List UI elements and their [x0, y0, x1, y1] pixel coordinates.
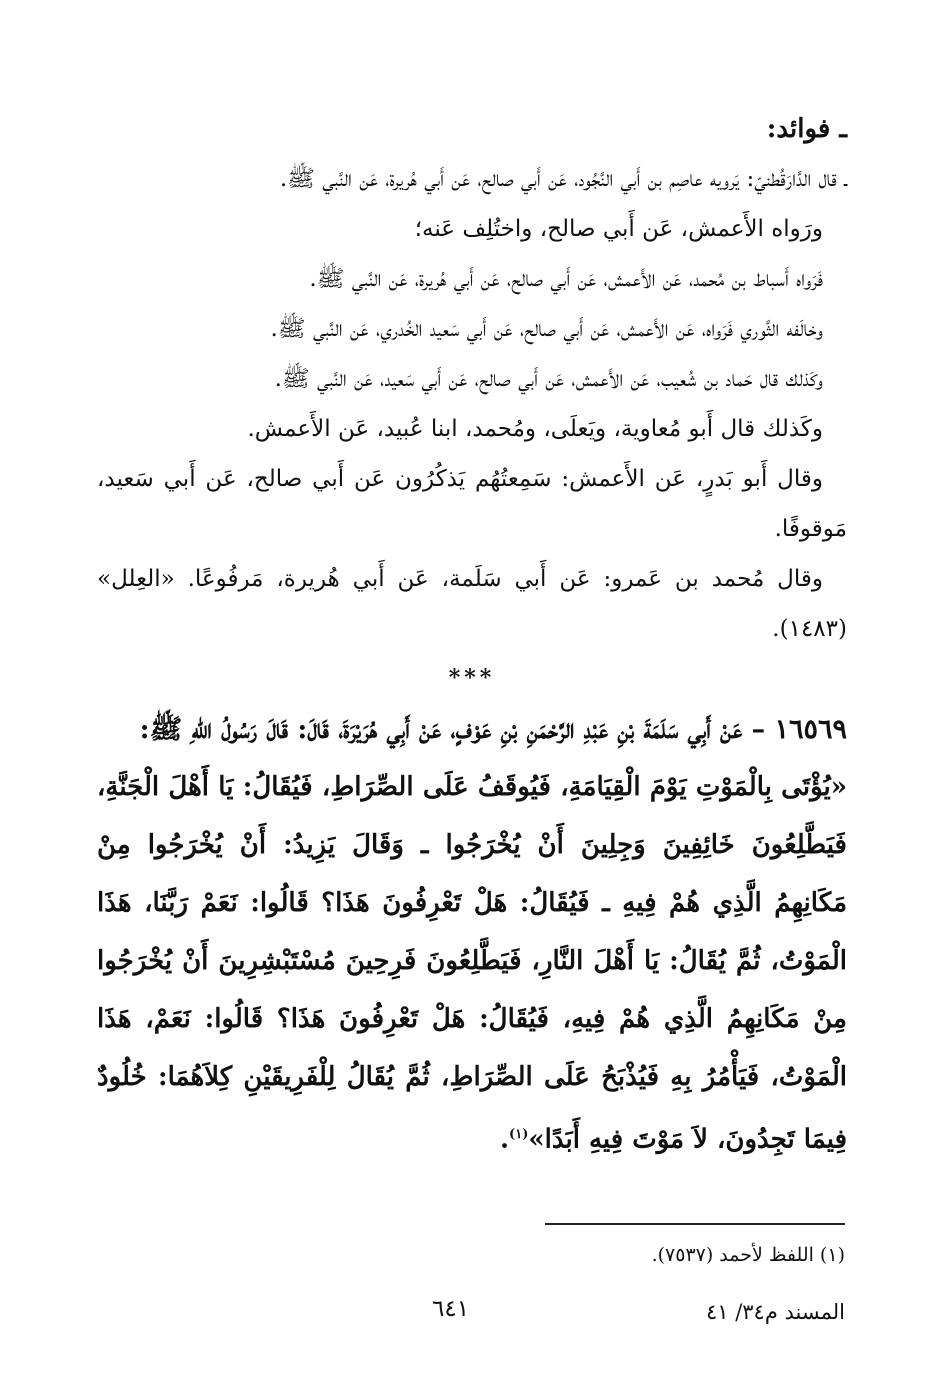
section-heading: ـ فوائد: — [766, 114, 847, 144]
benefit-paragraph-1: ـ قال الدَّارَقُطنيّ: يَرويه عاصِم بن أَبي النَّجُود، عَن أَبي صالح، عَن أَبي هُريرة، عَن النَّبي ﷺ. — [279, 166, 847, 192]
benefit-paragraph-4: وخالَفه الثَّوري فَرَواه، عَن الأَعمش، عَن أَبي صالح، عَن أَبي سَعيد الخُدري، عَن النَّبي ﷺ. — [270, 316, 823, 342]
hadith-body: «يُؤْتَى بِالْمَوْتِ يَوْمَ الْقِيَامَةِ، فَيُوقَفُ عَلَى الصِّرَاطِ، فَيُقَالُ: يَا أَهْلَ الْجَنَّةِ، فَيَطَّلِعُونَ خَائِفِينَ وَجِلِينَ أَنْ يُخْرَجُوا ـ وَقَالَ يَزِيدُ: أَنْ يُخْرَجُوا مِنْ مَكَانِهِمُ الَّذِي هُمْ فِيهِ ـ فَيُقَالُ: هَلْ تَعْرِفُونَ هَذَا؟ قَالُوا: نَعَمْ رَبَّنَا، هَذَا الْمَوْتُ، ثُمَّ يُقَالُ: يَا أَهْلَ النَّارِ، فَيَطَّلِعُونَ فَرِحِينَ مُسْتَبْشِرِينَ أَنْ يُخْرَجُوا مِنْ مَكَانِهِمُ الَّذِي هُمْ فِيهِ، فَيُقَالُ: هَلْ تَعْرِفُونَ هَذَا؟ قَالُوا: نَعَمْ، هَذَا الْمَوْتُ، فَيَأْمُرُ بِهِ فَيُذْبَحُ عَلَى الصِّرَاطِ، ثُمَّ يُقَالُ لِلْفَرِيقَيْنِ كِلاَهُمَا: خُلُودٌ فِيمَا تَجِدُونَ، لاَ مَوْتَ فِيهِ أَبَدًا» — [97, 772, 847, 1155]
page-number: ٦٤١ — [432, 1296, 470, 1322]
main-text — [97, 104, 847, 1169]
hadith-heading: ١٦٥٦٩ – عَنْ أَبِي سَلَمَةَ بْنِ عَبْدِ الرَّحْمَنِ بْنِ عَوْفٍ، عَنْ أَبِي هُرَيْرَةَ، قَالَ: قَالَ رَسُولُ اللهِ ﷺ: — [139, 714, 847, 745]
benefit-paragraph-8: وقال مُحمد بن عَمرو: عَن أَبي سَلَمة، عَن أَبي هُريرة، مَرفُوعًا. «العِلل» (١٤٨٣). — [97, 566, 847, 642]
benefit-paragraph-7: وقال أَبو بَدرٍ، عَن الأَعمش: سَمِعتُهُم يَذكُرُون عَن أَبي صالح، عَن أَبي سَعيد، مَوقوفًا. — [97, 466, 847, 542]
benefit-paragraph-3: فَرَواه أَسباط بن مُحمد، عَن الأَعمش، عَن أَبي صالح، عَن أَبي هُريرة، عَن النَّبي ﷺ. — [309, 266, 823, 292]
benefit-paragraph-5: وكَذلك قال حَماد بن شُعيب، عَن الأَعمش، عَن أَبي صالح، عَن أَبي سَعيد، عَن النَّبي ﷺ. — [274, 366, 823, 392]
footnote-divider — [545, 1223, 845, 1225]
footnote: (١) اللفظ لأحمد (٧٥٣٧). — [651, 1244, 845, 1266]
hadith-text: «يُؤْتَى بِالْمَوْتِ يَوْمَ الْقِيَامَةِ، فَيُوقَفُ عَلَى الصِّرَاطِ، فَيُقَالُ: يَا أَهْلَ الْجَنَّةِ، فَيَطَّلِعُونَ خَائِفِينَ وَجِلِينَ أَنْ يُخْرَجُوا ـ وَقَالَ يَزِيدُ: أَنْ يُخْرَجُوا مِنْ مَكَانِهِمُ الَّذِي هُمْ فِيهِ ـ فَيُقَالُ: هَلْ تَعْرِفُونَ هَذَا؟ قَالُوا: نَعَمْ رَبَّنَا، هَذَا الْمَوْتُ، ثُمَّ يُقَالُ: يَا أَهْلَ النَّارِ، فَيَطَّلِعُونَ فَرِحِينَ مُسْتَبْشِرِينَ أَنْ يُخْرَجُوا مِنْ مَكَانِهِمُ الَّذِي هُمْ فِيهِ، فَيُقَالُ: هَلْ تَعْرِفُونَ هَذَا؟ قَالُوا: نَعَمْ، هَذَا الْمَوْتُ، فَيَأْمُرُ بِهِ فَيُذْبَحُ عَلَى الصِّرَاطِ، ثُمَّ يُقَالُ لِلْفَرِيقَيْنِ كِلاَهُمَا: خُلُودٌ فِيمَا تَجِدُونَ، لاَ مَوْتَ فِيهِ أَبَدًا»$^{(١)}$. — [97, 772, 847, 1155]
volume-reference: المسند م٣٤/ ٤١ — [705, 1300, 845, 1324]
benefit-paragraph-2: ورَواه الأَعمش، عَن أَبي صالح، واختُلِف عَنه؛ — [414, 216, 823, 242]
section-separator: *** — [448, 665, 496, 691]
benefit-paragraph-6: وكَذلك قال أَبو مُعاوية، ويَعلَى، ومُحمد، ابنا عُبيد، عَن الأَعمش. — [247, 416, 823, 442]
footnote-marker: (١) — [509, 1127, 529, 1142]
